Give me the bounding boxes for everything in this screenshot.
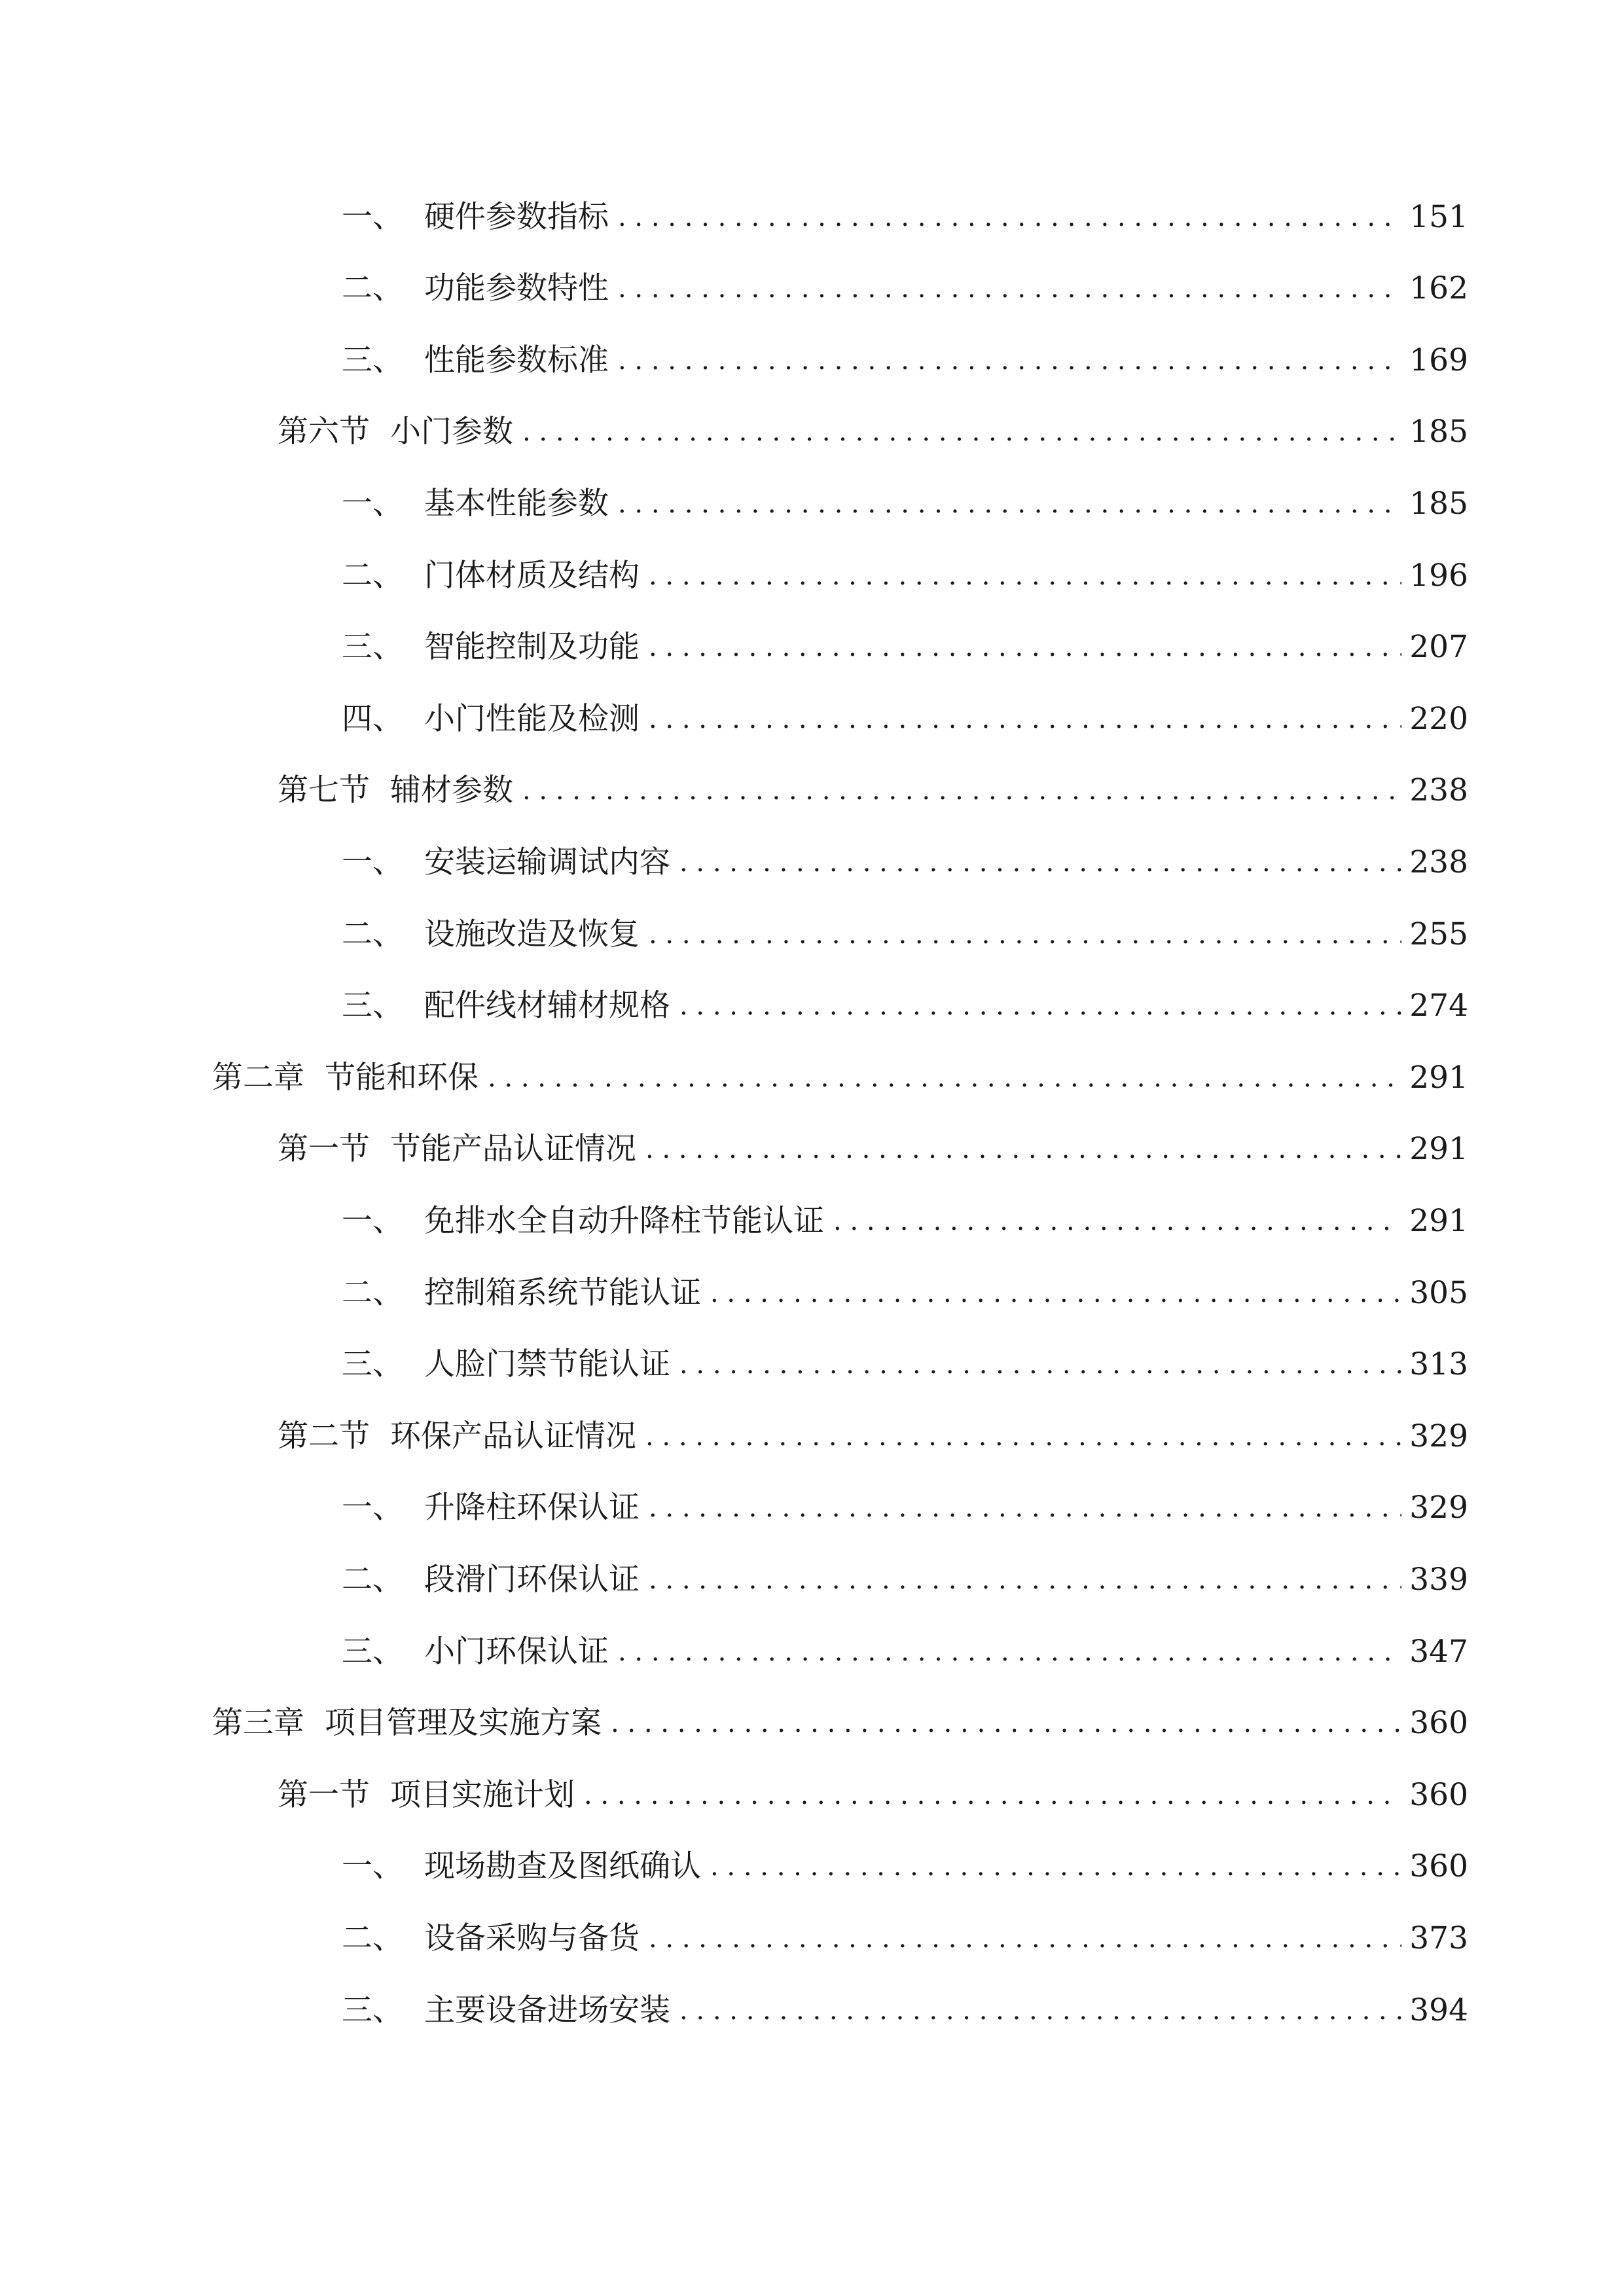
toc-entry-title: 安装运输调试内容 [424, 844, 670, 880]
toc-entry-title: 节能和环保 [325, 1060, 478, 1096]
toc-entry[interactable] [342, 478, 1468, 530]
toc-entry-number: 二、 [342, 1562, 403, 1598]
dot-leader [488, 1052, 1401, 1104]
toc-entry-title: 主要设备进场安装 [424, 1992, 670, 2028]
toc-entry[interactable] [342, 1554, 1468, 1606]
toc-entry-title: 性能参数标准 [424, 342, 609, 378]
toc-entry[interactable] [342, 1338, 1468, 1391]
dot-leader [645, 1123, 1401, 1175]
toc-entry-page: 291 [1409, 1203, 1468, 1239]
dot-leader [649, 621, 1401, 673]
toc-entry[interactable] [342, 1912, 1468, 1965]
toc-entry[interactable] [212, 1052, 1468, 1104]
toc-entry-page: 329 [1409, 1418, 1468, 1454]
toc-entry-number: 第七节 [278, 772, 370, 808]
dot-leader [649, 1912, 1401, 1965]
dot-leader [649, 693, 1401, 745]
toc-entry-page: 238 [1409, 772, 1468, 808]
toc-entry-page: 313 [1409, 1346, 1468, 1382]
toc-entry[interactable] [342, 1840, 1468, 1893]
toc-entry-title: 人脸门禁节能认证 [424, 1346, 670, 1382]
toc-entry-page: 169 [1409, 342, 1468, 378]
toc-entry-title: 设施改造及恢复 [424, 916, 640, 952]
toc-entry-page: 291 [1409, 1131, 1468, 1167]
toc-entry-number: 一、 [342, 1848, 403, 1884]
dot-leader [679, 1338, 1401, 1391]
dot-leader [618, 262, 1401, 315]
toc-entry[interactable] [278, 764, 1468, 817]
dot-leader [584, 1769, 1401, 1821]
toc-entry[interactable] [278, 406, 1468, 458]
dot-leader [522, 764, 1401, 817]
toc-entry-page: 151 [1409, 199, 1468, 235]
toc-entry-number: 三、 [342, 629, 403, 665]
dot-leader [679, 1984, 1401, 2037]
toc-entry-title: 基本性能参数 [424, 486, 609, 522]
toc-entry-number: 三、 [342, 988, 403, 1024]
dot-leader [649, 1482, 1401, 1534]
toc-entry[interactable] [342, 908, 1468, 961]
toc-entry-page: 291 [1409, 1060, 1468, 1096]
toc-entry[interactable] [342, 1984, 1468, 2037]
toc-entry-page: 255 [1409, 916, 1468, 952]
toc-entry-number: 四、 [342, 701, 403, 737]
toc-entry-page: 329 [1409, 1490, 1468, 1526]
toc-entry[interactable] [342, 836, 1468, 889]
dot-leader [679, 836, 1401, 889]
toc-entry-page: 305 [1409, 1275, 1468, 1311]
toc-entry-title: 免排水全自动升降柱节能认证 [424, 1203, 824, 1239]
toc-entry-title: 节能产品认证情况 [390, 1131, 636, 1167]
toc-entry-page: 220 [1409, 701, 1468, 737]
toc-entry-number: 第二节 [278, 1418, 370, 1454]
toc-entry[interactable] [278, 1769, 1468, 1821]
toc-entry-title: 设备采购与备货 [424, 1920, 640, 1956]
toc-entry-page: 238 [1409, 844, 1468, 880]
toc-entry-title: 小门性能及检测 [424, 701, 640, 737]
toc-entry[interactable] [278, 1410, 1468, 1463]
toc-entry[interactable] [342, 191, 1468, 243]
toc-entry[interactable] [342, 1267, 1468, 1319]
toc-entry-page: 360 [1409, 1777, 1468, 1813]
toc-entry-title: 项目实施计划 [390, 1777, 575, 1813]
toc-entry-page: 373 [1409, 1920, 1468, 1956]
toc-entry-page: 394 [1409, 1992, 1468, 2028]
toc-entry-title: 小门环保认证 [424, 1634, 609, 1670]
dot-leader [649, 908, 1401, 961]
dot-leader [618, 1626, 1401, 1678]
toc-entry-number: 一、 [342, 844, 403, 880]
toc-entry-title: 升降柱环保认证 [424, 1490, 640, 1526]
toc-entry[interactable] [278, 1123, 1468, 1175]
dot-leader [833, 1195, 1401, 1247]
toc-entry[interactable] [342, 550, 1468, 602]
toc-entry-number: 三、 [342, 1346, 403, 1382]
toc-entry-number: 第一节 [278, 1131, 370, 1167]
toc-entry-number: 三、 [342, 1634, 403, 1670]
toc-entry-page: 360 [1409, 1848, 1468, 1884]
toc-entry-title: 门体材质及结构 [424, 558, 640, 594]
toc-entry-number: 一、 [342, 1490, 403, 1526]
toc-entry-page: 274 [1409, 988, 1468, 1024]
toc-entry-number: 一、 [342, 486, 403, 522]
toc-entry-page: 339 [1409, 1562, 1468, 1598]
toc-entry-number: 第六节 [278, 414, 370, 450]
toc-entry-number: 二、 [342, 270, 403, 306]
toc-entry-title: 段滑门环保认证 [424, 1562, 640, 1598]
toc-entry-number: 二、 [342, 916, 403, 952]
toc-entry-title: 硬件参数指标 [424, 199, 609, 235]
toc-entry-title: 现场勘查及图纸确认 [424, 1848, 701, 1884]
toc-entry-page: 185 [1409, 486, 1468, 522]
dot-leader [645, 1410, 1401, 1463]
toc-entry-page: 196 [1409, 558, 1468, 594]
dot-leader [522, 406, 1401, 458]
dot-leader [679, 980, 1401, 1032]
toc-entry[interactable] [342, 1626, 1468, 1678]
toc-entry[interactable] [212, 1697, 1468, 1749]
toc-entry[interactable] [342, 262, 1468, 315]
toc-entry[interactable] [342, 1195, 1468, 1247]
toc-entry-number: 二、 [342, 1275, 403, 1311]
toc-entry-number: 第二章 [212, 1060, 304, 1096]
toc-entry-title: 控制箱系统节能认证 [424, 1275, 701, 1311]
toc-entry-number: 第一节 [278, 1777, 370, 1813]
toc-entry-page: 360 [1409, 1705, 1468, 1741]
toc-entry-number: 二、 [342, 558, 403, 594]
dot-leader [710, 1267, 1401, 1319]
toc-entry[interactable] [342, 1482, 1468, 1534]
toc-entry[interactable] [342, 693, 1468, 745]
toc-entry-page: 162 [1409, 270, 1468, 306]
toc-entry-number: 一、 [342, 199, 403, 235]
toc-entry-title: 小门参数 [390, 414, 513, 450]
dot-leader [649, 1554, 1401, 1606]
toc-entry-title: 功能参数特性 [424, 270, 609, 306]
dot-leader [618, 334, 1401, 387]
dot-leader [710, 1840, 1401, 1893]
toc-entry-page: 185 [1409, 414, 1468, 450]
toc-entry-number: 三、 [342, 1992, 403, 2028]
toc-entry-page: 347 [1409, 1634, 1468, 1670]
toc-entry-title: 环保产品认证情况 [390, 1418, 636, 1454]
dot-leader [618, 478, 1401, 530]
toc-entry-title: 项目管理及实施方案 [325, 1705, 602, 1741]
dot-leader [611, 1697, 1401, 1749]
toc-entry[interactable] [342, 621, 1468, 673]
toc-entry[interactable] [342, 334, 1468, 387]
toc-entry-page: 207 [1409, 629, 1468, 665]
toc-entry-number: 三、 [342, 342, 403, 378]
toc-entry-title: 智能控制及功能 [424, 629, 640, 665]
toc-entry-number: 第三章 [212, 1705, 304, 1741]
toc-entry[interactable] [342, 980, 1468, 1032]
toc-entry-title: 辅材参数 [390, 772, 513, 808]
toc-entry-title: 配件线材辅材规格 [424, 988, 670, 1024]
dot-leader [649, 550, 1401, 602]
dot-leader [618, 191, 1401, 243]
toc-entry-number: 一、 [342, 1203, 403, 1239]
toc-entry-number: 二、 [342, 1920, 403, 1956]
